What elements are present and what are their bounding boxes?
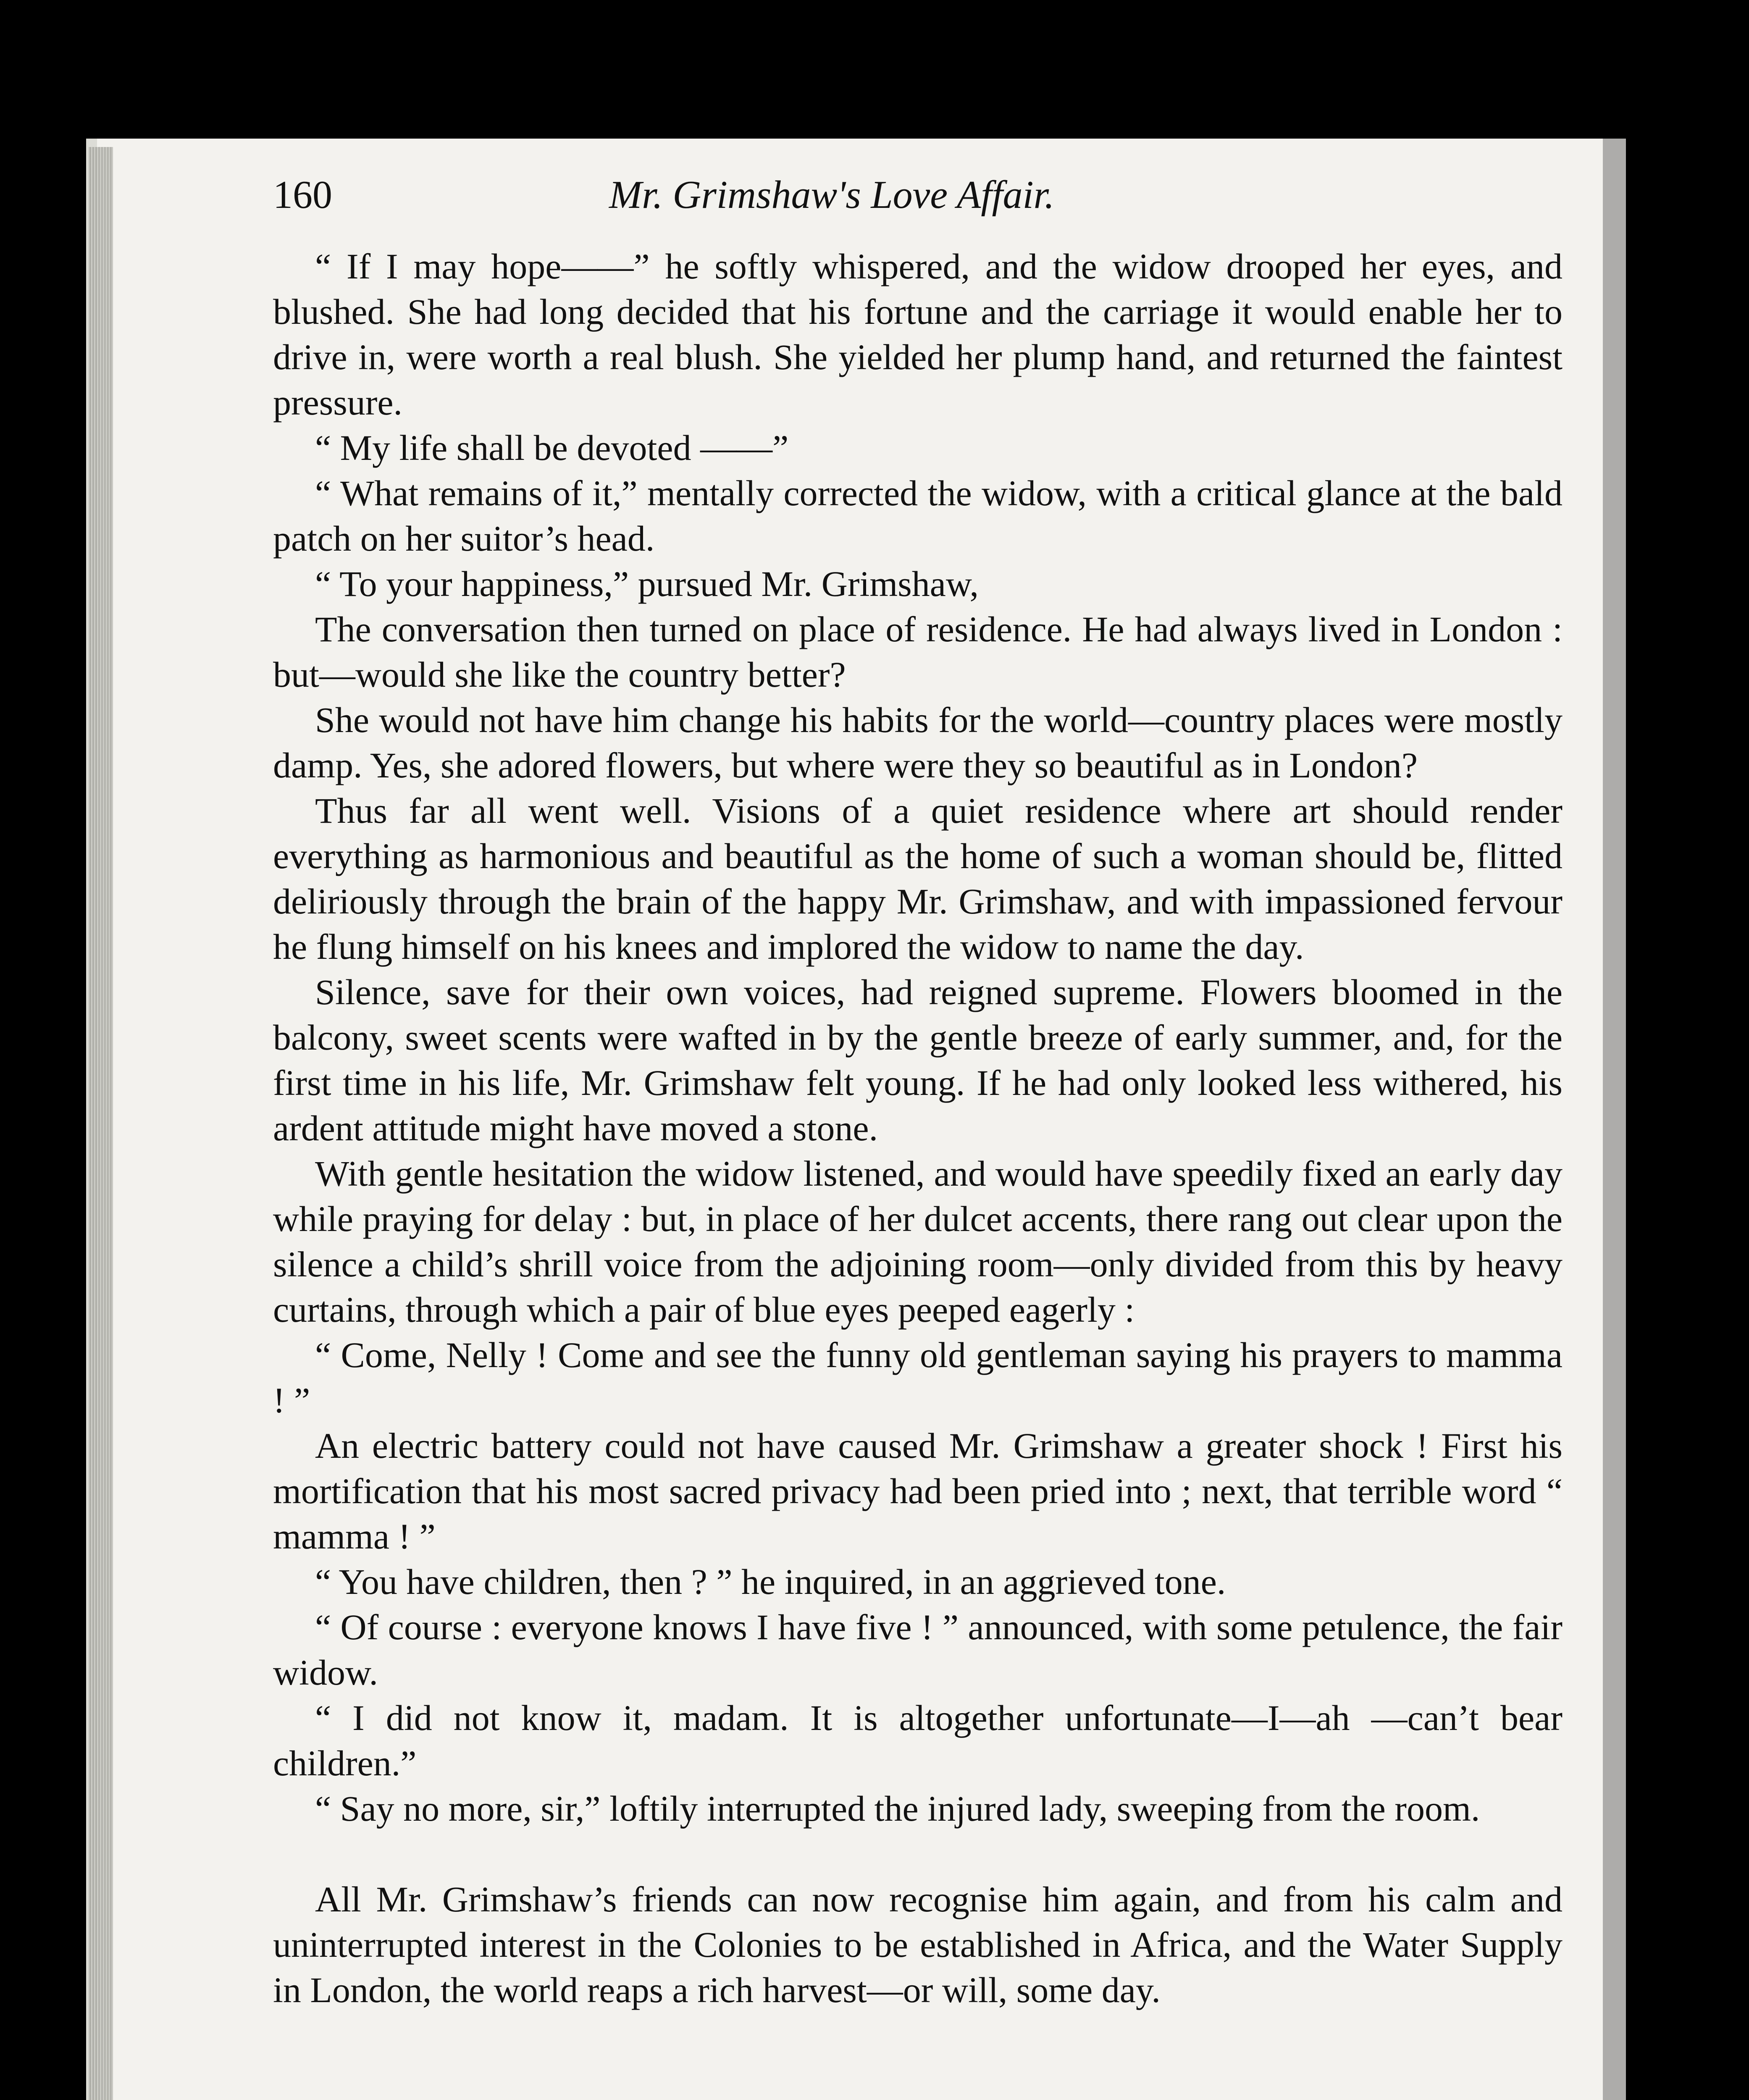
section-break [273,1831,1563,1877]
paragraph: “ I did not know it, madam. It is altogether unfortunate—I—ah —can’t bear children.” [273,1698,1563,1783]
page-header [273,172,1306,223]
page-number: 160 [273,173,332,217]
story-text [273,244,1563,2013]
paragraph: “ My life shall be devoted ——” [315,428,789,468]
paragraph: “ What remains of it,” mentally corrected the widow, with a critical glance at the bald patch on her suitor’s head. [273,473,1563,559]
paragraph: “ Say no more, sir,” loftily interrupted the injured lady, sweeping from the room. [315,1788,1480,1829]
paragraph: She would not have him change his habits for the world—country places were mostly damp. Yes, she adored flowers, but where were they so beautiful as in London? [273,700,1563,785]
paragraph: With gentle hesitation the widow listened, and would have speedily fixed an early day while praying for delay : but, in place of her dulcet accents, there rang out clear upon the silence a child’s shrill voice from the adjoining room—only divided from this by heavy curtains, through which a pair of blue eyes peeped eagerly : [273,1153,1563,1330]
paragraph: “ If I may hope——” he softly whispered, and the widow drooped her eyes, and blushed. She had long decided that his fortune and the carriage it would enable her to drive in, were worth a real blush. She yielded her plump hand, and returned the faintest pressure. [273,246,1563,423]
paragraph: The conversation then turned on place of residence. He had always lived in London : but—would she like the country better? [273,609,1563,695]
closing-paragraph: All Mr. Grimshaw’s friends can now recognise him again, and from his calm and uninterrupted interest in the Colonies to be established in Africa, and the Water Supply in London, the world reaps a rich harvest—or will, some day. [273,1879,1563,2010]
paragraph: “ To your happiness,” pursued Mr. Grimshaw, [315,564,979,604]
paragraph: “ Of course : everyone knows I have five ! ” announced, with some petulence, the fair widow. [273,1607,1563,1693]
running-title: Mr. Grimshaw's Love Affair. [609,173,1055,217]
paragraph: “ You have children, then ? ” he inquired, in an aggrieved tone. [315,1562,1226,1602]
paragraph: Silence, save for their own voices, had reigned supreme. Flowers bloomed in the balcony, sweet scents were wafted in by the gentle breeze of early summer, and, for the first time in his life, Mr. Grimshaw felt young. If he had only looked less withered, his ardent attitude might have moved a stone. [273,972,1563,1148]
paragraph: “ Come, Nelly ! Come and see the funny old gentleman saying his prayers to mamma ! ” [273,1335,1563,1420]
paragraph: Thus far all went well. Visions of a quiet residence where art should render everything as harmonious and beautiful as the home of such a woman should be, flitted deliriously through the brain of the happy Mr. Grimshaw, and with impassioned fervour he flung himself on his knees and implored the widow to name the day. [273,790,1563,967]
page-edge-stack [89,147,113,2100]
page-gutter-shadow [1603,139,1626,2100]
paragraph: An electric battery could not have caused Mr. Grimshaw a greater shock ! First his mortification that his most sacred privacy had been pried into ; next, that terrible word “ mamma ! ” [273,1425,1563,1557]
